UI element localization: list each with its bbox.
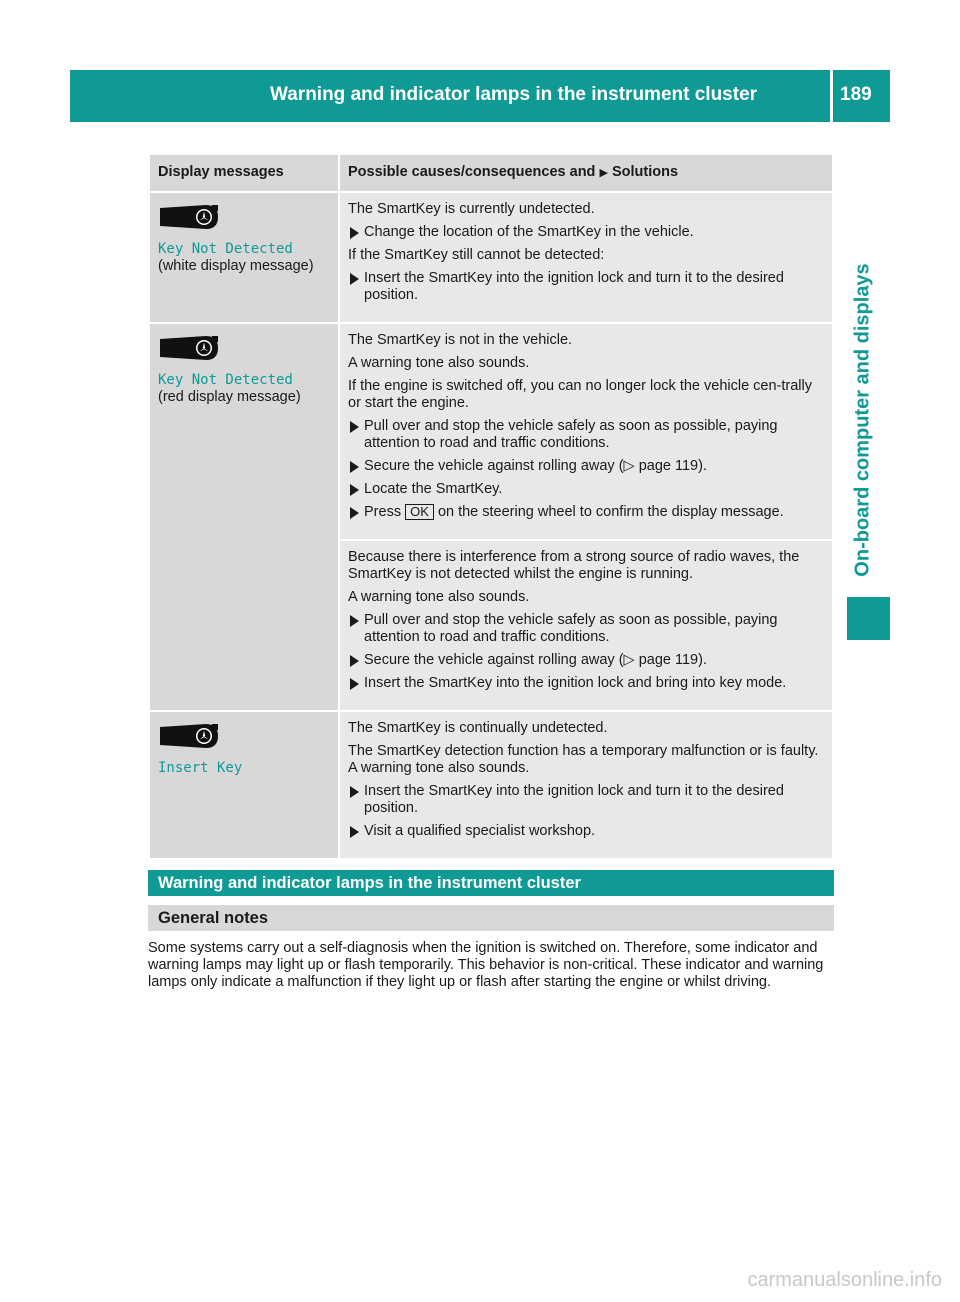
- display-message-code: Insert Key: [158, 760, 243, 776]
- chapter-tab-marker: [847, 597, 890, 640]
- display-message-cell: [150, 324, 338, 710]
- description-text: Because there is interference from a strong source of radio waves, the SmartKey is not detected whilst the engine is running.: [348, 549, 800, 582]
- description-text: A warning tone also sounds.: [348, 355, 530, 371]
- display-message-note: (white display message): [158, 258, 314, 274]
- display-message-code: Key Not Detected: [158, 241, 293, 257]
- display-message-code: Key Not Detected: [158, 372, 293, 388]
- display-message-cell: [150, 712, 338, 858]
- action-step: Locate the SmartKey.: [348, 481, 824, 498]
- causes-solutions-cell: [340, 324, 832, 539]
- causes-solutions-cell: [340, 541, 832, 710]
- description-text: The SmartKey is not in the vehicle.: [348, 332, 573, 348]
- step-text: Press: [364, 504, 402, 520]
- description-text: The SmartKey detection function has a temporary malfunction or is faulty. A warning tone also sounds.: [348, 743, 819, 776]
- page-header: [70, 70, 890, 122]
- arrow-right-icon: ▶: [599, 167, 608, 179]
- action-step: Visit a qualified specialist workshop.: [348, 823, 824, 840]
- action-step: Insert the SmartKey into the ignition lock and turn it to the desired position.: [348, 270, 824, 304]
- smartkey-icon: [158, 203, 220, 231]
- watermark: carmanualsonline.info: [747, 1269, 942, 1291]
- header-title: Warning and indicator lamps in the instrument cluster: [270, 84, 758, 105]
- action-step: [348, 504, 824, 521]
- page-number: 189: [840, 84, 872, 105]
- description-text: If the SmartKey still cannot be detected:: [348, 247, 605, 263]
- action-step: Pull over and stop the vehicle safely as soon as possible, paying attention to road and traffic conditions.: [348, 418, 824, 452]
- smartkey-icon: [158, 334, 220, 362]
- header-divider: [830, 70, 833, 122]
- description-text: The SmartKey is continually undetected.: [348, 720, 608, 736]
- chapter-tab-label: On-board computer and displays: [851, 263, 874, 577]
- col-causes-solutions: Possible causes/consequences and ▶ Solutions: [340, 155, 832, 191]
- causes-solutions-cell: [340, 712, 832, 858]
- causes-solutions-cell: [340, 193, 832, 322]
- display-messages-table: [148, 153, 834, 860]
- table-row: [150, 193, 832, 322]
- table-row: [150, 324, 832, 539]
- description-text: A warning tone also sounds.: [348, 589, 530, 605]
- description-text: If the engine is switched off, you can no longer lock the vehicle cen-trally or start the engine.: [348, 378, 812, 411]
- step-text: on the steering wheel to confirm the display message.: [437, 504, 784, 520]
- subsection-heading: General notes: [148, 905, 834, 931]
- description-text: The SmartKey is currently undetected.: [348, 201, 595, 217]
- table-row: [150, 712, 832, 858]
- action-step: Secure the vehicle against rolling away (▷ page 119).: [348, 652, 824, 669]
- display-message-cell: [150, 193, 338, 322]
- action-step: Insert the SmartKey into the ignition lock and turn it to the desired position.: [348, 783, 824, 817]
- action-step: Pull over and stop the vehicle safely as soon as possible, paying attention to road and traffic conditions.: [348, 612, 824, 646]
- smartkey-icon: [158, 722, 220, 750]
- general-notes-text: Some systems carry out a self-diagnosis when the ignition is switched on. Therefore, some indicator and warning lamps may light up or flash temporarily. This behavior is non-critical. These indicator and warning lamps only indicate a malfunction if they light up or flash after starting the engine or whilst driving.: [148, 940, 824, 990]
- action-step: Secure the vehicle against rolling away (▷ page 119).: [348, 458, 824, 475]
- ok-button-symbol: OK: [405, 504, 434, 520]
- col-display-messages: Display messages: [150, 155, 338, 191]
- section-heading: Warning and indicator lamps in the instrument cluster: [148, 870, 834, 896]
- action-step: Change the location of the SmartKey in the vehicle.: [348, 224, 824, 241]
- display-message-note: (red display message): [158, 389, 301, 405]
- action-step: Insert the SmartKey into the ignition lock and bring into key mode.: [348, 675, 824, 692]
- table-header-row: [150, 155, 832, 191]
